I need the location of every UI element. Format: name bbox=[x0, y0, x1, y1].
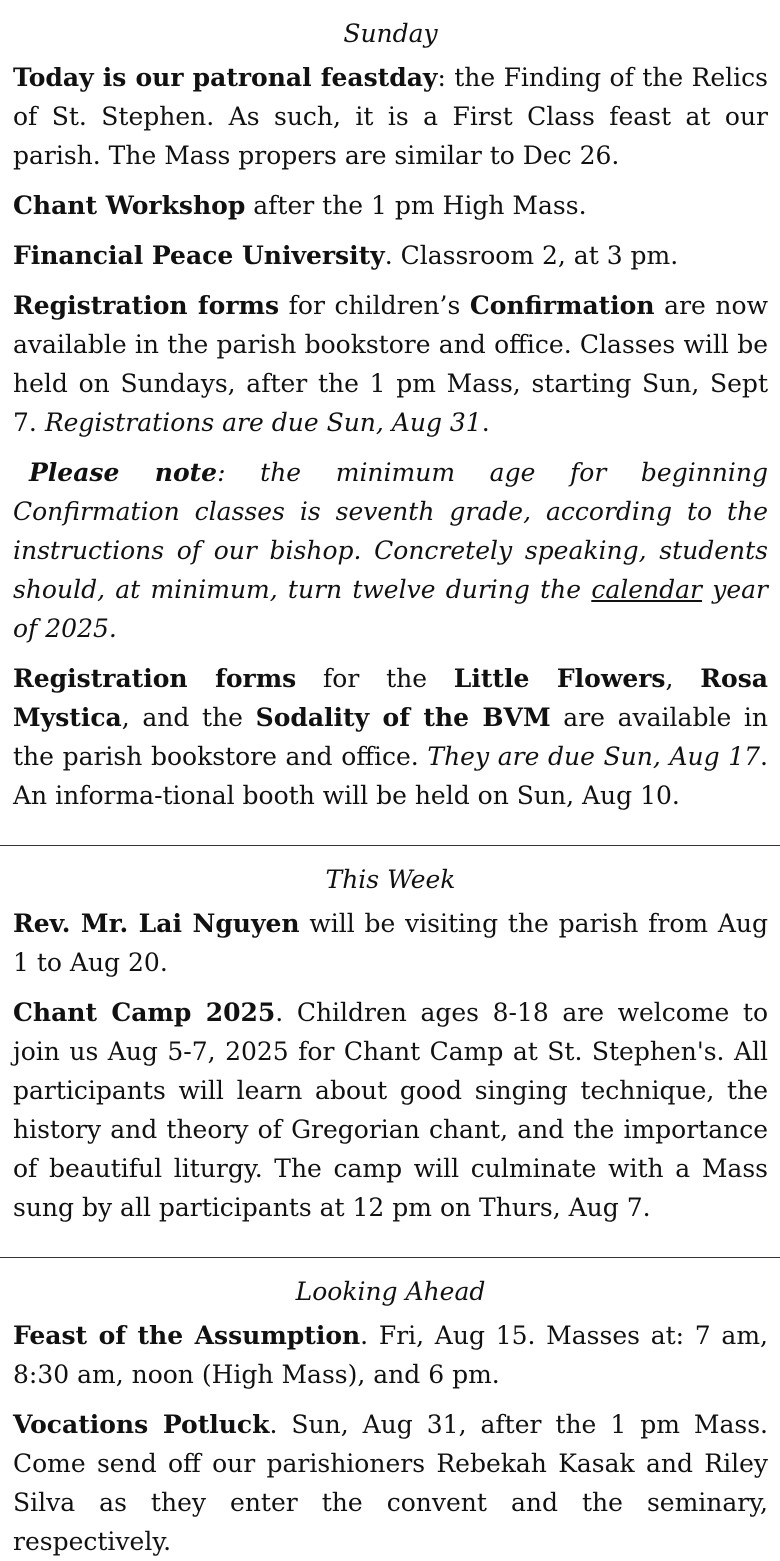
note-text: : the minimum age for beginning Confirmation classes is seventh grade, according to the instructions of our bishop. Concretely speaking, students should, at minimum, turn twelve during the bbox=[13, 458, 769, 604]
announcement-text: after the 1 pm High Mass. bbox=[245, 191, 587, 220]
announcement-text: . bbox=[481, 408, 490, 437]
announcement-text: : the Finding of the Relics of St. Stephen. As such, it is a First Class feast at our parish. The Mass propers are similar to Dec 26. bbox=[13, 63, 768, 170]
group-name-rosa-mystica: Rosa Mystica bbox=[13, 664, 768, 732]
section-sunday bbox=[13, 0, 768, 815]
announcement-text: . Children ages 8-18 are welcome to join us Aug 5-7, 2025 for Chant Camp at St. Stephen's. All participants will learn about good singing technique, the history and theory of Gregorian chant, and the importance of beautiful liturgy. The camp will culminate with a Mass sung by all participants at 12 pm on Thurs, Aug 7. bbox=[13, 998, 769, 1222]
announcement-text: , bbox=[665, 664, 701, 693]
group-name-sodality: Sodality of the BVM bbox=[255, 703, 551, 732]
announcement-text: are now available in the parish bookstore and office. Classes will be held on Sundays, after the 1 pm Mass, starting Sun, Sept 7. bbox=[13, 291, 768, 437]
announcement-title: Registration forms bbox=[13, 664, 297, 693]
announcement-visit bbox=[13, 904, 768, 982]
announcement-keyword: Confirmation bbox=[469, 291, 655, 320]
announcement-confirmation bbox=[13, 286, 768, 442]
section-looking-ahead bbox=[13, 1258, 768, 1561]
announcement-feastday bbox=[13, 58, 768, 175]
announcement-title: Vocations Potluck bbox=[13, 1410, 270, 1439]
announcement-text: will be visiting the parish from Aug 1 to Aug 20. bbox=[13, 909, 769, 977]
announcement-confirmation-note bbox=[13, 453, 768, 648]
announcement-text: for children’s bbox=[279, 291, 470, 320]
announcement-deadline: Registrations are due Sun, Aug 31 bbox=[44, 408, 482, 437]
section-this-week bbox=[13, 846, 768, 1227]
announcement-title: Registration forms bbox=[13, 291, 280, 320]
section-heading-this-week: This Week bbox=[325, 865, 456, 894]
announcement-text: . Sun, Aug 31, after the 1 pm Mass. Come send off our parishioners Rebekah Kasak and Riley Silva as they enter the convent and the seminary, respectively. bbox=[13, 1410, 768, 1556]
announcement-deadline: They are due Sun, Aug 17 bbox=[427, 742, 761, 771]
announcement-title: Financial Peace University bbox=[13, 241, 385, 270]
announcement-text: . Fri, Aug 15. Masses at: 7 am, 8:30 am, noon (High Mass), and 6 pm. bbox=[13, 1321, 768, 1389]
note-text: year of 2025. bbox=[13, 575, 768, 643]
group-name-little-flowers: Little Flowers bbox=[453, 664, 666, 693]
announcement-title: Today is our patronal feastday bbox=[13, 63, 438, 92]
announcement-text: . An informa-tional booth will be held on Sun, Aug 10. bbox=[13, 742, 768, 810]
announcement-vocations-potluck bbox=[13, 1405, 768, 1561]
section-heading-looking-ahead: Looking Ahead bbox=[295, 1277, 486, 1306]
announcement-title: Chant Workshop bbox=[13, 191, 246, 220]
announcement-text: , and the bbox=[121, 703, 256, 732]
announcement-chant-camp bbox=[13, 993, 768, 1227]
note-label: Please note bbox=[29, 458, 218, 487]
note-underlined-word: calendar bbox=[591, 575, 702, 604]
announcement-title: Rev. Mr. Lai Nguyen bbox=[13, 909, 300, 938]
announcement-title: Feast of the Assumption bbox=[13, 1321, 361, 1350]
announcement-chant-workshop bbox=[13, 186, 768, 225]
announcement-title: Chant Camp 2025 bbox=[13, 998, 276, 1027]
announcement-text: . Classroom 2, at 3 pm. bbox=[384, 241, 679, 270]
announcement-financial-peace bbox=[13, 236, 768, 275]
announcement-text: for the bbox=[296, 664, 454, 693]
announcement-assumption bbox=[13, 1316, 768, 1394]
announcement-text: are available in the parish bookstore and office. bbox=[13, 703, 768, 771]
announcement-youth-groups bbox=[13, 659, 768, 815]
section-heading-sunday: Sunday bbox=[343, 19, 438, 48]
